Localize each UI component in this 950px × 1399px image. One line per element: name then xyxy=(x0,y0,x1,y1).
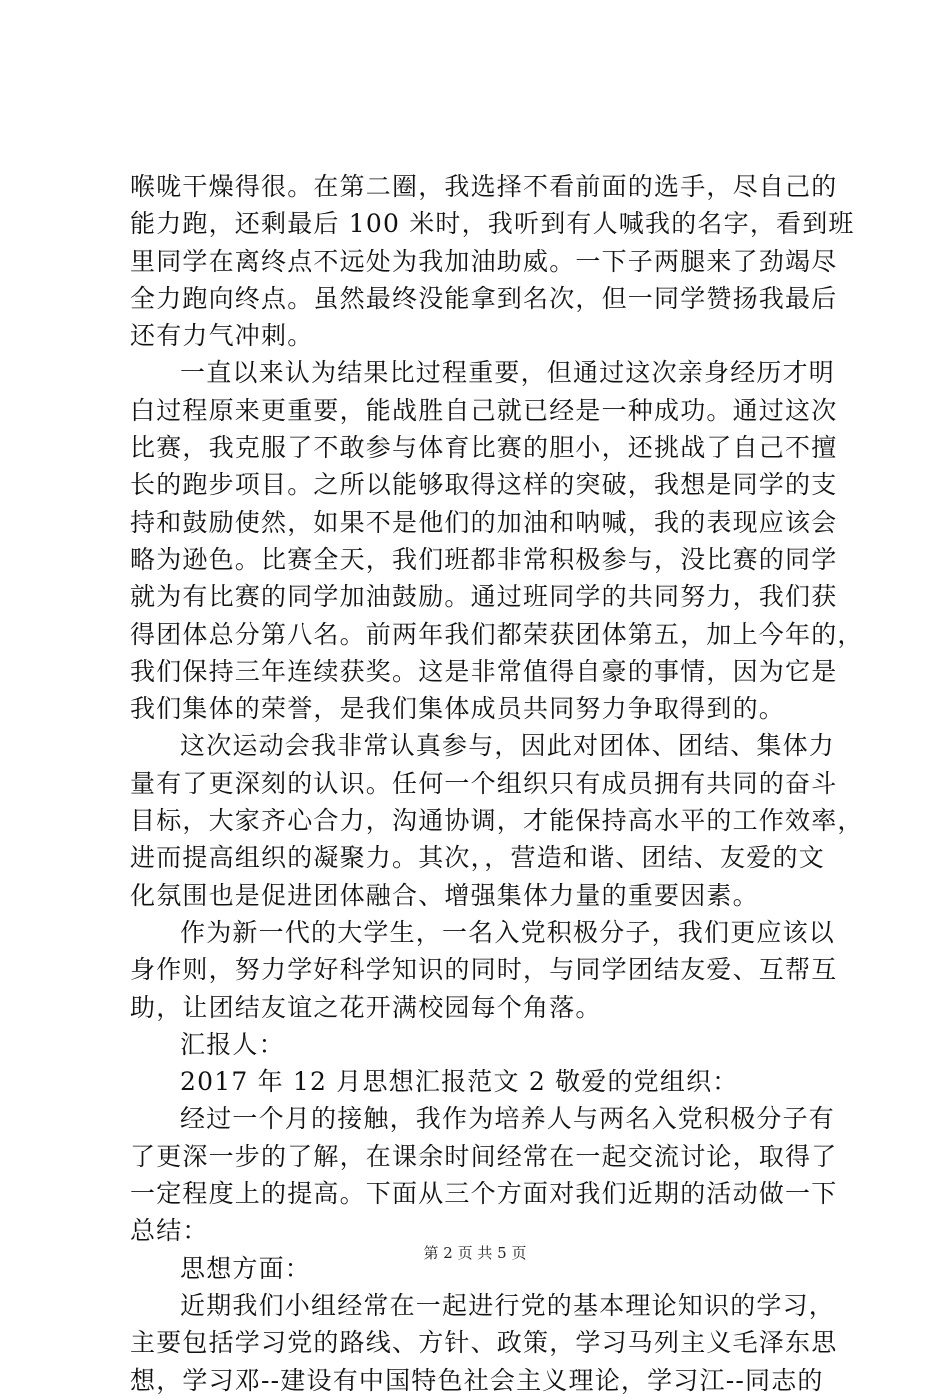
text-line: 近期我们小组经常在一起进行党的基本理论知识的学习， xyxy=(180,1290,836,1320)
text-line: 思想方面： xyxy=(180,1253,312,1283)
text-line: 长的跑步项目。之所以能够取得这样的突破，我想是同学的支 xyxy=(130,470,838,500)
text-line: 我们集体的荣誉，是我们集体成员共同努力争取得到的。 xyxy=(130,694,786,724)
text-line: 进而提高组织的凝聚力。其次，，营造和谐、团结、友爱的文 xyxy=(130,843,825,873)
text-line: 目标，大家齐心合力，沟通协调，才能保持高水平的工作效率， xyxy=(130,806,864,836)
page-number-footer: 第 2 页 共 5 页 xyxy=(423,1244,527,1262)
text-line: 量有了更深刻的认识。任何一个组织只有成员拥有共同的奋斗 xyxy=(130,768,838,798)
text-line: 就为有比赛的同学加油鼓励。通过班同学的共同努力，我们获 xyxy=(130,582,838,612)
text-line: 了更深一步的了解，在课余时间经常在一起交流讨论，取得了 xyxy=(130,1141,838,1171)
text-line: 一直以来认为结果比过程重要，但通过这次亲身经历才明 xyxy=(180,358,836,388)
text-line: 略为逊色。比赛全天，我们班都非常积极参与，没比赛的同学 xyxy=(130,544,838,574)
body-text xyxy=(130,168,864,1399)
text-line: 化氛围也是促进团体融合、增强集体力量的重要因素。 xyxy=(130,880,759,910)
text-line: 作为新一代的大学生，一名入党积极分子，我们更应该以 xyxy=(180,917,836,947)
text-line: 能力跑，还剩最后 100 米时，我听到有人喊我的名字，看到班 xyxy=(130,209,855,239)
text-line: 全力跑向终点。虽然最终没能拿到名次，但一同学赞扬我最后 xyxy=(130,283,838,313)
text-line: 持和鼓励使然，如果不是他们的加油和呐喊，我的表现应该会 xyxy=(130,507,838,537)
text-line: 身作则，努力学好科学知识的同时，与同学团结友爱、互帮互 xyxy=(130,955,838,985)
text-line: 我们保持三年连续获奖。这是非常值得自豪的事情，因为它是 xyxy=(130,656,838,686)
text-line: 白过程原来更重要，能战胜自己就已经是一种成功。通过这次 xyxy=(130,395,838,425)
text-line: 主要包括学习党的路线、方针、政策，学习马列主义毛泽东思 xyxy=(130,1328,838,1358)
text-line: 这次运动会我非常认真参与，因此对团体、团结、集体力 xyxy=(180,731,836,761)
text-line: 总结： xyxy=(130,1216,209,1246)
text-line: 想，学习邓--建设有中国特色社会主义理论，学习江--同志的 xyxy=(130,1365,824,1395)
text-line: 里同学在离终点不远处为我加油助威。一下子两腿来了劲竭尽 xyxy=(130,246,838,276)
text-line: 得团体总分第八名。前两年我们都荣获团体第五，加上今年的， xyxy=(130,619,864,649)
text-line: 还有力气冲刺。 xyxy=(130,321,314,351)
text-line: 一定程度上的提高。下面从三个方面对我们近期的活动做一下 xyxy=(130,1179,838,1209)
text-line: 助，让团结友谊之花开满校园每个角落。 xyxy=(130,992,602,1022)
text-line: 2017 年 12 月思想汇报范文 2 敬爱的党组织： xyxy=(180,1067,739,1097)
text-line: 比赛，我克服了不敢参与体育比赛的胆小，还挑战了自己不擅 xyxy=(130,433,838,463)
text-line: 汇报人： xyxy=(180,1029,285,1059)
text-line: 经过一个月的接触，我作为培养人与两名入党积极分子有 xyxy=(180,1104,836,1134)
text-line: 喉咙干燥得很。在第二圈，我选择不看前面的选手，尽自己的 xyxy=(130,172,838,201)
